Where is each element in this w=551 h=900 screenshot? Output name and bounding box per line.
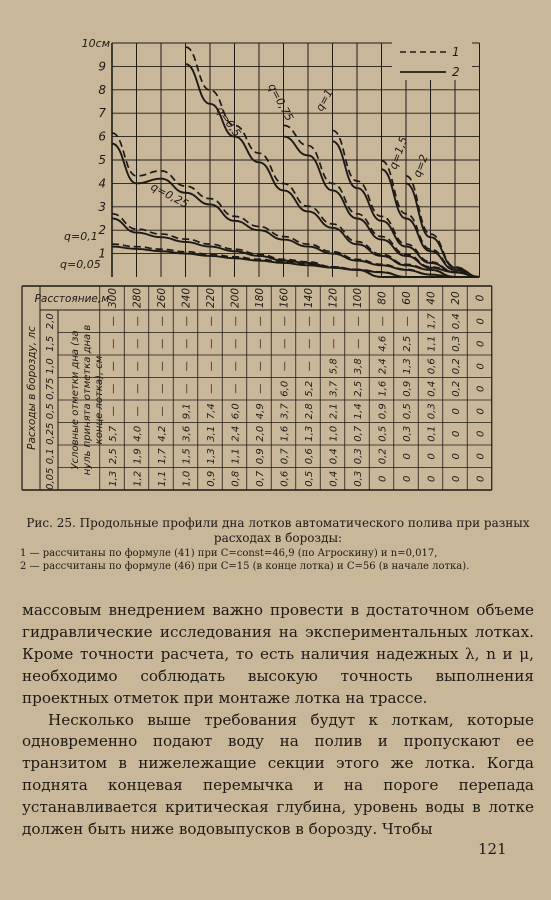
- table-cell: —: [108, 383, 119, 394]
- y-axis-top-label: 10см: [81, 37, 110, 50]
- table-cell: 0,3: [451, 335, 462, 352]
- curve-label: q=0,5: [213, 104, 244, 140]
- table-cell: —: [279, 338, 291, 349]
- table-cell: —: [132, 383, 144, 394]
- table-cell: 0,9: [402, 380, 413, 397]
- table-cell: 0: [426, 475, 438, 482]
- table-cell: —: [181, 316, 193, 327]
- curve-label: q=0,25: [148, 180, 191, 211]
- distance-label: 220: [205, 287, 217, 309]
- table-cell: —: [230, 383, 242, 394]
- distance-label: 160: [278, 287, 291, 309]
- table-cell: 9,1: [181, 403, 193, 420]
- distance-label: 200: [229, 287, 242, 309]
- table-cell: 0,5: [304, 470, 315, 487]
- distance-label: 300: [107, 287, 119, 309]
- curve-label: q=0,05: [60, 258, 101, 271]
- table-cell: 0: [451, 475, 462, 482]
- table-cell: 0,3: [426, 403, 438, 420]
- table-cell: —: [181, 338, 193, 349]
- paragraph-2: Несколько выше требования будут к лоткам, которые одновременно подают воду на полив и пропускают ее транзитом в нижележащие секции этого же лотка. Когда поднята концевая перемычка и на пороге перепада устанавливается критическая глубина, уровень воды в лотке должен быть ниже водовыпусков в борозду. Чтобы: [22, 710, 534, 839]
- table-cell: —: [279, 361, 291, 372]
- curve-label: q=0,1: [64, 230, 98, 243]
- table-cell: 0: [475, 475, 487, 482]
- table-cell: —: [255, 383, 266, 394]
- y-tick-label: 1: [98, 246, 106, 261]
- table-cell: 0,4: [328, 470, 340, 487]
- table-cell: —: [206, 338, 217, 349]
- y-tick-label: 7: [98, 106, 106, 121]
- table-cell: —: [108, 361, 119, 372]
- table-cell: 0,6: [304, 448, 315, 465]
- table-cell: 1,7: [426, 313, 438, 330]
- table-cell: 6,0: [230, 403, 242, 420]
- table-cell: —: [230, 361, 242, 372]
- table-cell: 1,4: [353, 403, 364, 420]
- q-value-label: 0,1: [45, 448, 56, 465]
- table-cell: 0: [402, 475, 413, 482]
- table-cell: —: [132, 316, 144, 327]
- table-cell: —: [157, 338, 168, 349]
- distance-label: 80: [376, 291, 389, 305]
- table-cell: —: [255, 338, 266, 349]
- table-cell: 4,0: [132, 425, 144, 442]
- table-cell: 0,5: [377, 425, 389, 442]
- table-cell: 2,5: [402, 335, 413, 352]
- table-cell: 1,9: [132, 448, 144, 465]
- rotated-label-line: нуль принята отметка дна в: [82, 324, 93, 476]
- table-cell: 1,7: [157, 448, 168, 465]
- table-cell: 5,7: [108, 425, 119, 442]
- distance-label: 260: [156, 287, 168, 309]
- table-cell: 2,4: [377, 358, 389, 375]
- table-cell: —: [255, 361, 266, 372]
- table-cell: —: [353, 316, 364, 327]
- table-cell: 6,0: [279, 380, 291, 397]
- y-tick-label: 6: [98, 129, 106, 144]
- table-cell: 0,6: [279, 470, 291, 487]
- y-axis-labels: [82, 37, 110, 261]
- table-cell: 0: [377, 475, 389, 482]
- table-cell: —: [108, 316, 119, 327]
- table-cell: 2,4: [230, 425, 242, 442]
- table-cell: —: [157, 383, 168, 394]
- table-cell: —: [206, 316, 217, 327]
- table-cell: 0: [475, 430, 487, 437]
- table-cell: 0,9: [255, 448, 266, 465]
- table-cell: 0,8: [230, 470, 242, 487]
- rotated-label-line: Условные отметки дна (за: [70, 330, 81, 470]
- q-value-label: 0,5: [45, 403, 56, 420]
- curve-dashed: [112, 133, 480, 277]
- table-cell: —: [304, 316, 315, 327]
- y-tick-label: 4: [98, 176, 106, 191]
- table-cell: 0: [451, 408, 462, 415]
- table-cell: 1,3: [402, 358, 413, 375]
- table-cell: 0: [475, 318, 487, 325]
- curve-dashed: [112, 214, 480, 277]
- table-cell: 1,3: [304, 425, 315, 442]
- table-cell: 5,8: [328, 358, 340, 375]
- curve-labels: [60, 81, 431, 271]
- table-cell: —: [132, 406, 144, 417]
- table-cell: 0: [475, 363, 487, 370]
- table-cell: 0,3: [402, 425, 413, 442]
- table-cell: —: [181, 383, 193, 394]
- caption-note-1: 1 — рассчитаны по формуле (41) при C=const=46,9 (по Агроскину) и n=0,017,: [20, 548, 438, 559]
- distance-label: 0: [474, 294, 487, 302]
- table-cell: 1,1: [230, 448, 242, 465]
- table-cell: 1,1: [157, 470, 168, 487]
- table-cell: —: [206, 383, 217, 394]
- figure-caption: Рис. 25. Продольные профили дна лотков автоматического полива при разных расходах в борозды:: [26, 516, 530, 545]
- table-cell: 0: [451, 453, 462, 460]
- table-cell: —: [157, 406, 168, 417]
- table-cell: 0,5: [402, 403, 413, 420]
- distance-label: 40: [425, 291, 438, 305]
- table-cell: 0,6: [426, 358, 438, 375]
- table-cell: —: [157, 361, 168, 372]
- distance-label: 20: [450, 291, 462, 305]
- distance-label: 60: [401, 291, 413, 305]
- table-cell: —: [108, 338, 119, 349]
- legend-box: [392, 40, 472, 80]
- table-cell: 4,9: [255, 403, 266, 420]
- data-table: [22, 286, 492, 490]
- table-cell: 1,2: [132, 470, 144, 487]
- table-cell: —: [181, 361, 193, 372]
- table-cell: 4,6: [377, 335, 389, 352]
- distance-label: 240: [180, 287, 193, 309]
- table-cell: —: [353, 338, 364, 349]
- table-cell: 0,2: [451, 380, 462, 397]
- table-cell: 1,6: [377, 380, 389, 397]
- table-cell: 0,7: [255, 470, 266, 487]
- curve-label: q=1,5: [386, 134, 411, 172]
- page-number: 121: [478, 840, 507, 858]
- table-cell: —: [377, 316, 389, 327]
- table-cell: 3,7: [328, 380, 340, 397]
- y-tick-label: 2: [98, 223, 106, 238]
- table-cell: 0,2: [451, 358, 462, 375]
- curve-label: q=1: [313, 86, 336, 114]
- q-value-label: 0,25: [45, 422, 56, 445]
- table-cell: 7,4: [206, 403, 217, 420]
- table-cell: 3,6: [181, 425, 193, 442]
- rotated-label-flow: Расходы в борозду, лс: [26, 326, 38, 450]
- table-cell: 1,1: [426, 335, 438, 352]
- table-cell: 2,5: [353, 380, 364, 397]
- curve-label: q=2: [410, 152, 431, 180]
- table-cell: 3,7: [279, 403, 291, 420]
- legend-label: 1: [452, 45, 460, 59]
- table-cell: 2,1: [328, 403, 340, 420]
- q-value-label: 1,0: [45, 358, 56, 375]
- table-cell: 0,4: [451, 313, 462, 330]
- table-cell: 0,4: [328, 448, 340, 465]
- table-cell: —: [279, 316, 291, 327]
- table-cell: 2,5: [108, 448, 119, 465]
- distance-label: 140: [303, 287, 315, 309]
- table-cell: —: [328, 338, 340, 349]
- table-cell: —: [206, 361, 217, 372]
- table-cell: 2,8: [304, 403, 315, 420]
- distance-label: 120: [327, 287, 340, 309]
- table-cell: 3,1: [206, 425, 217, 442]
- table-cell: 1,0: [181, 470, 193, 487]
- table-cell: 0: [475, 340, 487, 347]
- table-cell: 0,9: [206, 470, 217, 487]
- table-cell: 0: [451, 430, 462, 437]
- y-tick-label: 5: [98, 153, 106, 167]
- table-cell: 4,2: [157, 425, 168, 442]
- q-value-label: 0,05: [45, 467, 56, 490]
- q-value-label: 1,5: [45, 335, 56, 352]
- caption-note-2: 2 — рассчитаны по формуле (46) при C=15 (в конце лотка) и C=56 (в начале лотка).: [20, 561, 470, 572]
- distance-label: 100: [352, 287, 364, 309]
- paragraph-1: массовым внедрением важно провести в достаточном объеме гидравлические исследования на экспериментальных лотках. Кроме точности расчета, то есть наличия надежных λ, n и μ, необходимо соблюдать высокую точность выполнения проектных отметок при монтаже лотка на трассе.: [22, 601, 534, 707]
- table-cell: 1,5: [181, 448, 193, 465]
- table-cell: 5,2: [304, 380, 315, 397]
- table-cell: 3,8: [353, 358, 364, 375]
- legend-label: 2: [452, 65, 460, 79]
- table-cell: 0: [475, 408, 487, 415]
- table-cell: —: [230, 316, 242, 327]
- table-cell: 1,6: [279, 425, 291, 442]
- table-cell: 0,1: [426, 425, 438, 442]
- table-cell: —: [304, 361, 315, 372]
- table-cell: 0,7: [279, 448, 291, 465]
- table-cell: —: [132, 338, 144, 349]
- table-cell: 0,3: [353, 448, 364, 465]
- chart-legend: [392, 40, 472, 80]
- table-cell: 1,3: [206, 448, 217, 465]
- table-cell: 2,0: [255, 425, 266, 442]
- table-cell: —: [255, 316, 266, 327]
- table-cell: —: [304, 338, 315, 349]
- table-cell: —: [402, 316, 413, 327]
- table-cell: 0: [475, 385, 487, 392]
- distance-label: 180: [254, 287, 266, 309]
- table-cell: 1,3: [108, 470, 119, 487]
- table-cell: —: [328, 316, 340, 327]
- table-cell: 0: [426, 453, 438, 460]
- table-cell: 0,3: [353, 470, 364, 487]
- curve-label: q=0,75: [265, 81, 296, 124]
- q-value-label: 2,0: [45, 313, 56, 330]
- table-cell: —: [108, 406, 119, 417]
- body-text: [22, 600, 534, 841]
- y-tick-label: 9: [98, 59, 106, 74]
- table-cell: 0,7: [353, 425, 364, 442]
- table-cell: 0,4: [426, 380, 438, 397]
- table-cell: —: [230, 338, 242, 349]
- table-cell: 0: [475, 453, 487, 460]
- table-cell: 0: [402, 453, 413, 460]
- y-tick-label: 8: [98, 82, 106, 97]
- table-cell: 1,0: [328, 425, 340, 442]
- rotated-label-line: конце лотка), см: [94, 355, 105, 445]
- table-cell: —: [157, 316, 168, 327]
- distance-label: 280: [131, 287, 144, 309]
- q-value-label: 0,75: [45, 377, 56, 400]
- table-cell: 0,2: [377, 448, 389, 465]
- table-header-distance: Расстояние,м: [34, 293, 110, 305]
- y-tick-label: 3: [98, 199, 106, 214]
- table-cell: 0,9: [377, 403, 389, 420]
- table-cell: —: [132, 361, 144, 372]
